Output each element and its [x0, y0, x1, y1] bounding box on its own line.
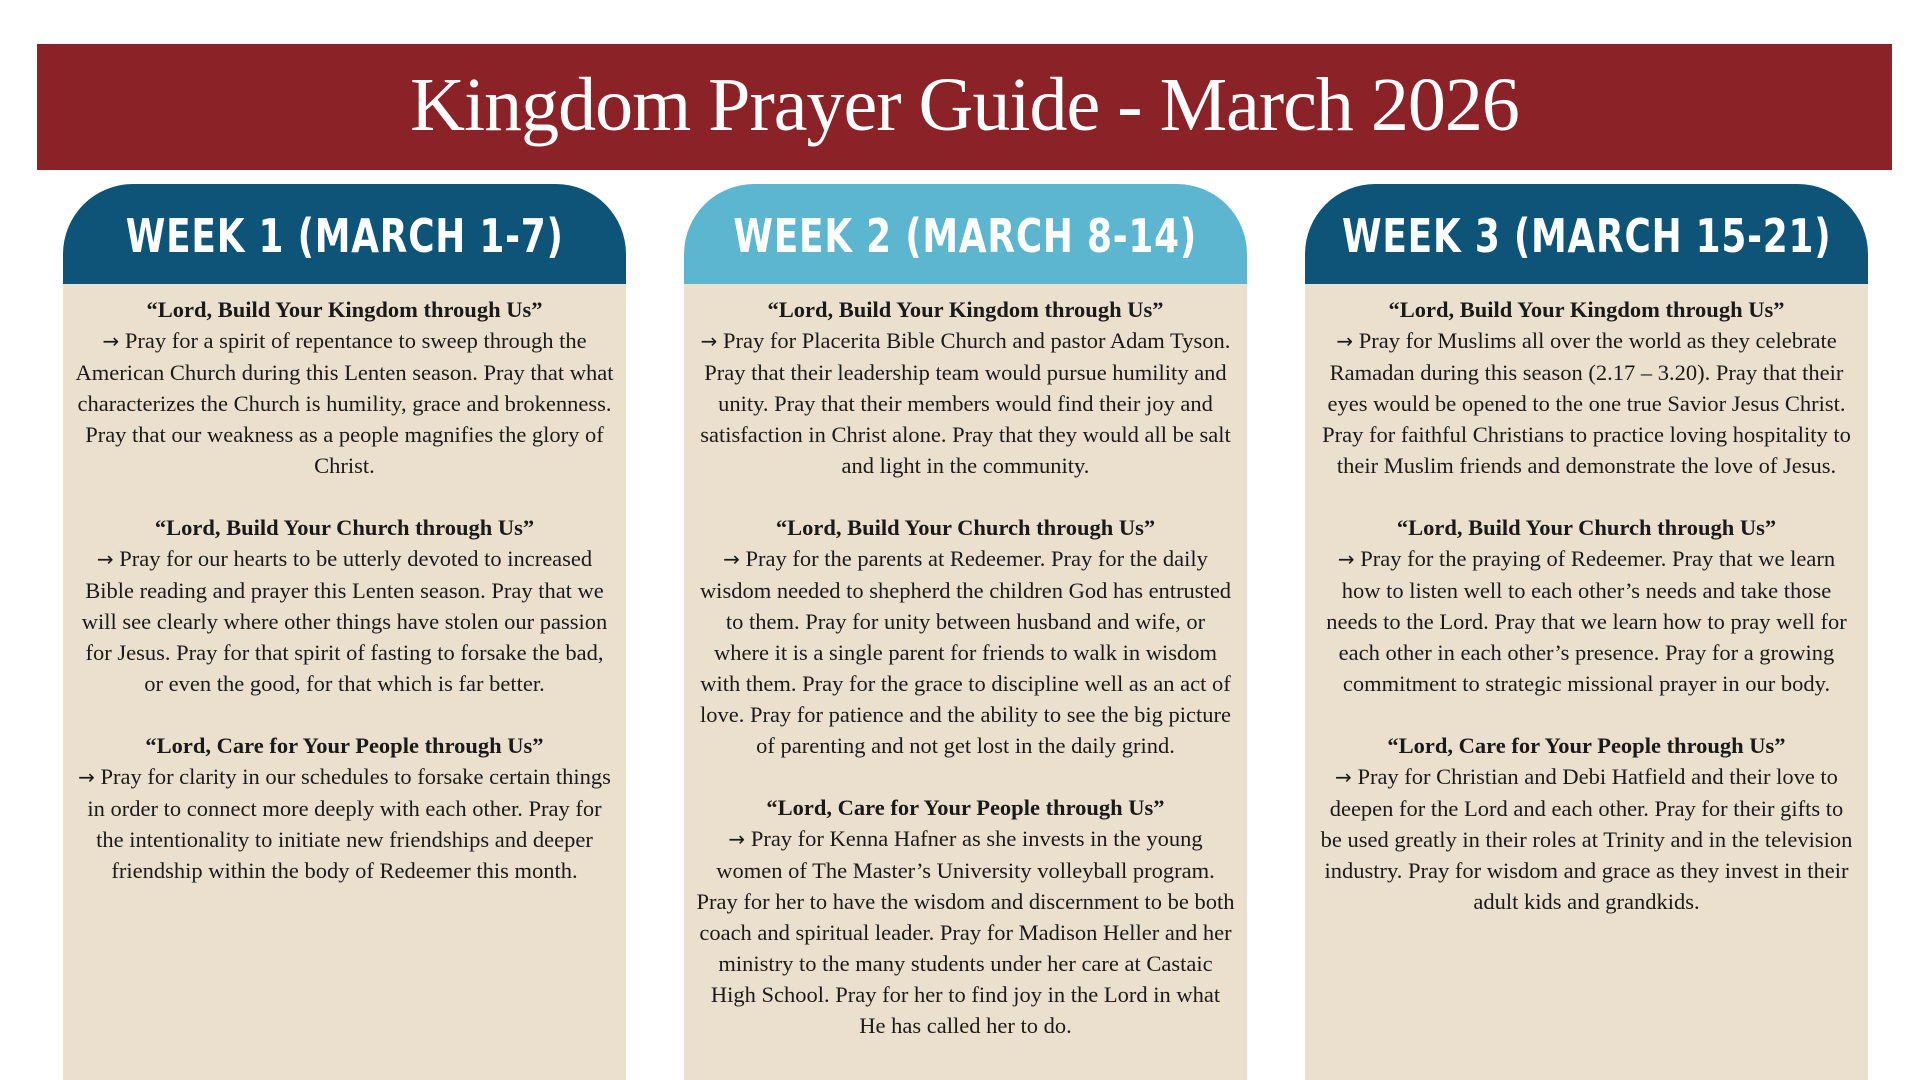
week-1-title: WEEK 1 (MARCH 1-7) — [125, 209, 564, 263]
week-2-header — [684, 184, 1247, 284]
section-text — [75, 543, 614, 699]
week-3-people-section — [1317, 730, 1856, 917]
section-heading: “Lord, Build Your Church through Us” — [1396, 515, 1777, 540]
prayer-text: Pray for Muslims all over the world as they celebrate Ramadan during this season (2.17 – 3.20). Pray that their eyes would be opened to the one true Savior Jesus Christ. Pray for faithful Christians to practice loving hospitality to their Muslim friends and demonstrate the love of Jesus. — [1322, 328, 1851, 478]
section-text — [696, 325, 1235, 481]
week-1-kingdom-section — [75, 294, 614, 481]
section-heading: “Lord, Build Your Church through Us” — [154, 515, 535, 540]
arrow-right-icon: → — [78, 765, 95, 789]
week-2-church-section — [696, 512, 1235, 761]
prayer-text: Pray for the praying of Redeemer. Pray that we learn how to listen well to each other’s needs and take those needs to the Lord. Pray that we learn how to pray well for each other in each other’s presence. Pray for a growing commitment to strategic missional prayer in our body. — [1326, 546, 1847, 696]
section-heading: “Lord, Build Your Kingdom through Us” — [1388, 297, 1785, 322]
week-1-card — [63, 184, 626, 1080]
section-heading: “Lord, Build Your Kingdom through Us” — [767, 297, 1164, 322]
page-title: Kingdom Prayer Guide - March 2026 — [410, 63, 1519, 147]
prayer-text: Pray for Christian and Debi Hatfield and their love to deepen for the Lord and each other. Pray for their gifts to be used greatly in their roles at Trinity and in the television industry. Pray for wisdom and grace as they invest in their adult kids and grandkids. — [1320, 764, 1853, 914]
week-3-church-section — [1317, 512, 1856, 699]
prayer-text: Pray for Placerita Bible Church and pastor Adam Tyson. Pray that their leadership team would pursue humility and unity. Pray that their members would find their joy and satisfaction in Christ alone. Pray that they would all be salt and light in the community. — [700, 328, 1231, 478]
week-3-body — [1305, 284, 1868, 1080]
section-text — [1317, 325, 1856, 481]
prayer-text: Pray for our hearts to be utterly devoted to increased Bible reading and prayer this Lenten season. Pray that we will see clearly where other things have stolen our passion for Jesus. Pray for that spirit of fasting to forsake the bad, or even the good, for that which is far better. — [81, 546, 608, 696]
week-2-body — [684, 284, 1247, 1080]
week-3-header — [1305, 184, 1868, 284]
prayer-text: Pray for a spirit of repentance to sweep through the American Church during this Lenten season. Pray that what characterizes the Church is humility, grace and brokenness. Pray that our weakness as a people magnifies the glory of Christ. — [75, 328, 614, 478]
week-1-body — [63, 284, 626, 1080]
arrow-right-icon: → — [700, 329, 718, 353]
arrow-right-icon: → — [723, 547, 740, 571]
arrow-right-icon: → — [1335, 765, 1352, 789]
section-text — [696, 543, 1235, 761]
arrow-right-icon: → — [96, 547, 114, 571]
section-heading: “Lord, Care for Your People through Us” — [1387, 733, 1786, 758]
week-1-header — [63, 184, 626, 284]
section-text — [75, 761, 614, 886]
arrow-right-icon: → — [102, 329, 120, 353]
week-2-title: WEEK 2 (MARCH 8-14) — [733, 209, 1198, 263]
week-3-title: WEEK 3 (MARCH 15-21) — [1341, 209, 1832, 263]
week-2-kingdom-section — [696, 294, 1235, 481]
arrow-right-icon: → — [1336, 329, 1354, 353]
prayer-text: Pray for the parents at Redeemer. Pray for the daily wisdom needed to shepherd the children God has entrusted to them. Pray for unity between husband and wife, or where it is a single parent for friends to walk in wisdom with them. Pray for the grace to discipline well as an act of love. Pray for patience and the ability to see the big picture of parenting and not get lost in the daily grind. — [699, 546, 1232, 758]
section-text — [1317, 543, 1856, 699]
arrow-right-icon: → — [1337, 547, 1355, 571]
section-text — [1317, 761, 1856, 917]
week-3-kingdom-section — [1317, 294, 1856, 481]
week-2-card — [684, 184, 1247, 1080]
arrow-right-icon: → — [728, 827, 746, 851]
week-3-card — [1305, 184, 1868, 1080]
prayer-text: Pray for clarity in our schedules to forsake certain things in order to connect more deeply with each other. Pray for the intentionality to initiate new friendships and deeper friendship within the body of Redeemer this month. — [87, 764, 611, 883]
title-banner — [37, 44, 1892, 170]
week-1-church-section — [75, 512, 614, 699]
section-heading: “Lord, Build Your Kingdom through Us” — [146, 297, 543, 322]
prayer-text: Pray for Kenna Hafner as she invests in the young women of The Master’s University volleyball program. Pray for her to have the wisdom and discernment to be both coach and spiritual leader. Pray for Madison Heller and her ministry to the many students under her care at Castaic High School. Pray for her to find joy in the Lord in what He has called her to do. — [696, 826, 1235, 1038]
section-text — [696, 823, 1235, 1041]
section-heading: “Lord, Build Your Church through Us” — [775, 515, 1156, 540]
section-heading: “Lord, Care for Your People through Us” — [145, 733, 544, 758]
week-2-people-section — [696, 792, 1235, 1041]
section-heading: “Lord, Care for Your People through Us” — [766, 795, 1165, 820]
section-text — [75, 325, 614, 481]
week-1-people-section — [75, 730, 614, 886]
